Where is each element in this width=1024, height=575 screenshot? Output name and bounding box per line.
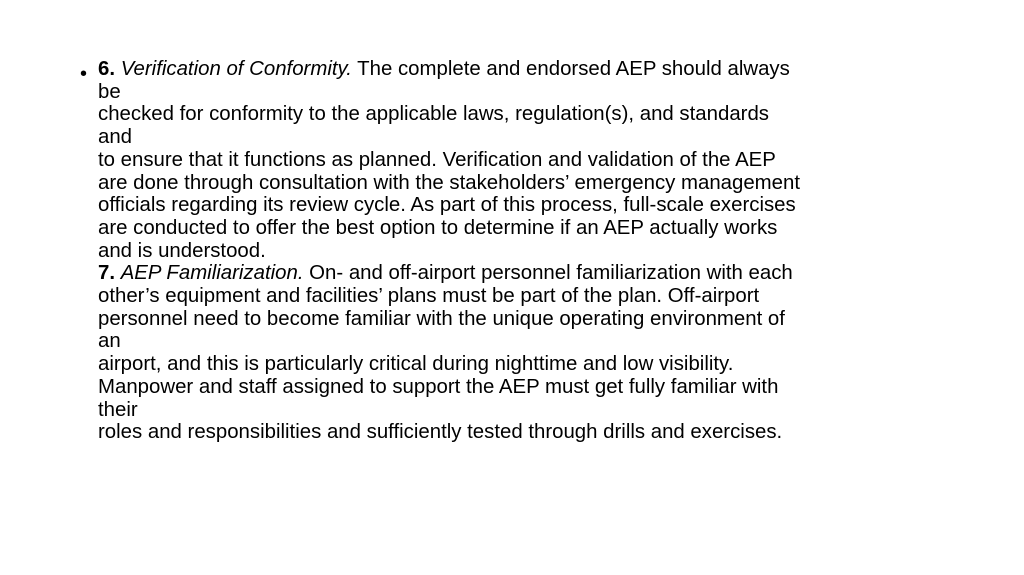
section-6-line-7: are conducted to offer the best option to determine if an AEP actually works	[98, 216, 778, 239]
section-6-line-4: to ensure that it functions as planned. Verification and validation of the AEP	[98, 148, 776, 171]
section-6-number: 6.	[98, 58, 116, 80]
section-7-line-0: On- and off-airport personnel familiarization with each	[303, 262, 793, 285]
section-7-title: AEP Familiarization.	[120, 262, 304, 285]
section-7-line-6: their	[98, 398, 138, 421]
section-6-line-3: and	[98, 126, 133, 149]
section-7-line-3: an	[98, 330, 121, 353]
section-6-heading-line	[98, 58, 978, 81]
section-7-line-7: roles and responsibilities and sufficiently tested through drills and exercises.	[98, 421, 783, 444]
section-7-line-4: airport, and this is particularly critical during nighttime and low visibility.	[98, 353, 734, 376]
section-7-line-2: personnel need to become familiar with the unique operating environment of	[98, 307, 785, 330]
section-7-heading-line	[98, 262, 978, 285]
section-6-line-2: checked for conformity to the applicable laws, regulation(s), and standards	[98, 103, 769, 126]
section-6-line-5: are done through consultation with the stakeholders’ emergency management	[98, 171, 801, 194]
section-7-line-1: other’s equipment and facilities’ plans must be part of the plan. Off-airport	[98, 285, 760, 308]
section-7-line-5: Manpower and staff assigned to support the AEP must get fully familiar with	[98, 375, 779, 398]
section-7-number: 7.	[98, 262, 116, 285]
section-6-line-0: The complete and endorsed AEP should always	[351, 58, 790, 80]
section-6-line-6: officials regarding its review cycle. As part of this process, full-scale exercises	[98, 194, 796, 217]
section-6-line-1: be	[98, 80, 121, 103]
bullet-icon: •	[80, 63, 88, 85]
section-6-line-8: and is understood.	[98, 239, 266, 262]
section-6-title: Verification of Conformity.	[120, 58, 352, 80]
bullet-text	[98, 58, 978, 444]
